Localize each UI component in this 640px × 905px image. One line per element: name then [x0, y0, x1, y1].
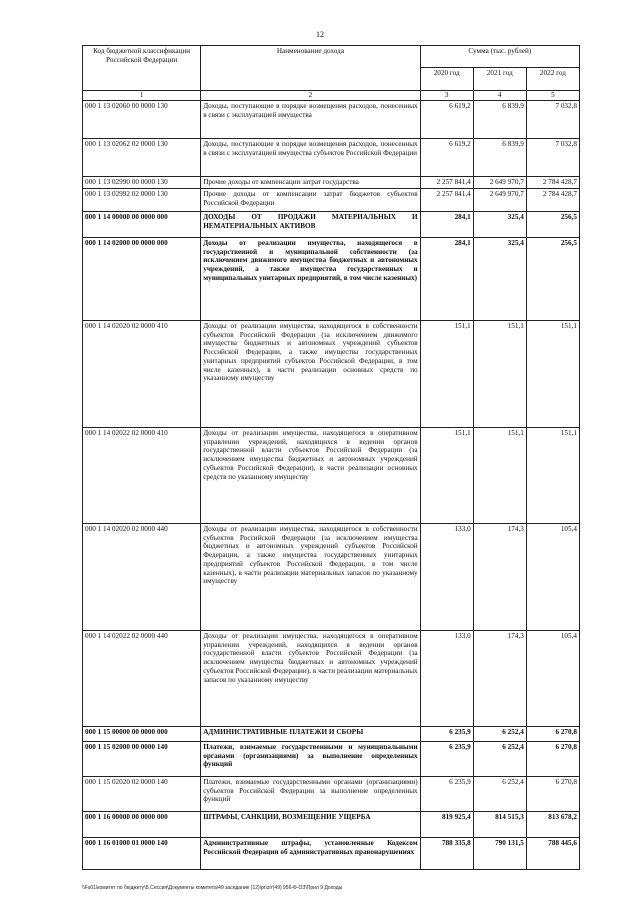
row-value-2020: 151,1	[420, 427, 473, 523]
header-year-2022: 2022 год	[526, 68, 579, 91]
header-sum: Сумма (тыс. рублей)	[420, 46, 579, 68]
row-value-2022: 2 784 428,7	[526, 176, 579, 188]
row-code: 000 1 15 02020 02 0000 140	[83, 776, 201, 811]
row-value-2021: 325,4	[473, 211, 526, 237]
row-value-2020: 151,1	[420, 320, 473, 427]
row-value-2021: 6 252,4	[473, 776, 526, 811]
table-row	[83, 741, 580, 776]
row-value-2021: 814 515,3	[473, 811, 526, 837]
footer-file-path: \\Fs01\комитет по бюджету\Б.Сессия\Документы комитета\49 заседание (12)\pr\zrr(49) 956-Ф-ОЗ\Прил 9 Доходы	[82, 885, 343, 891]
col-number-5: 5	[526, 91, 579, 101]
row-value-2021: 6 252,4	[473, 726, 526, 741]
row-value-2020: 284,1	[420, 237, 473, 320]
row-code: 000 1 14 00000 00 0000 000	[83, 211, 201, 237]
row-name: Доходы от реализации имущества, находящегося в государственной и муниципальной собственности (за исключением движимого имущества бюджетных и автономных учреждений, а также имущества государственных и муниципальных унитарных предприятий, в том числе казенных)	[201, 237, 420, 320]
row-value-2021: 151,1	[473, 320, 526, 427]
row-value-2020: 788 335,8	[420, 837, 473, 869]
row-value-2022: 7 032,8	[526, 100, 579, 138]
row-value-2021: 6 252,4	[473, 741, 526, 776]
row-value-2021: 6 839,9	[473, 138, 526, 176]
col-number-1: 1	[83, 91, 201, 101]
table-row	[83, 188, 580, 211]
row-code: 000 1 13 02990 00 0000 130	[83, 176, 201, 188]
row-value-2020: 6 619,2	[420, 138, 473, 176]
col-number-4: 4	[473, 91, 526, 101]
row-value-2020: 6 235,9	[420, 726, 473, 741]
row-code: 000 1 14 02020 02 0000 410	[83, 320, 201, 427]
row-value-2022: 256,5	[526, 237, 579, 320]
row-name: АДМИНИСТРАТИВНЫЕ ПЛАТЕЖИ И СБОРЫ	[201, 726, 420, 741]
row-code: 000 1 14 02022 02 0000 410	[83, 427, 201, 523]
revenue-table	[82, 45, 580, 870]
row-value-2022: 151,1	[526, 320, 579, 427]
row-name: Доходы от реализации имущества, находящегося в собственности субъектов Российской Федерации (за исключением имущества бюджетных и автономных учреждений субъектов Российской Федерации, а также имущества государственных унитарных предприятий субъектов Российской Федерации, в том числе казенных), в части реализации материальных запасов по указанному имуществу	[201, 523, 420, 630]
row-code: 000 1 15 02000 00 0000 140	[83, 741, 201, 776]
row-name: Доходы, поступающие в порядке возмещения расходов, понесенных в связи с эксплуатацией имущества	[201, 100, 420, 138]
row-name: ШТРАФЫ, САНКЦИИ, ВОЗМЕЩЕНИЕ УЩЕРБА	[201, 811, 420, 837]
row-name: Платежи, взимаемые государственными органами (организациями) субъектов Российской Федерации за выполнение определенных функций	[201, 776, 420, 811]
row-name: ДОХОДЫ ОТ ПРОДАЖИ МАТЕРИАЛЬНЫХ И НЕМАТЕРИАЛЬНЫХ АКТИВОВ	[201, 211, 420, 237]
table-row	[83, 237, 580, 320]
row-value-2020: 6 619,2	[420, 100, 473, 138]
row-value-2021: 6 839,9	[473, 100, 526, 138]
row-value-2021: 2 649 970,7	[473, 188, 526, 211]
row-code: 000 1 14 02020 02 0000 440	[83, 523, 201, 630]
row-value-2022: 813 678,2	[526, 811, 579, 837]
row-value-2022: 105,4	[526, 523, 579, 630]
table-row	[83, 427, 580, 523]
row-name: Доходы от реализации имущества, находящегося в собственности субъектов Российской Федерации (за исключением движимого имущества бюджетных и автономных учреждений субъектов Российской Федерации, а также имущества государственных унитарных предприятий субъектов Российской Федерации, в том числе казенных), в части реализации основных средств по указанному имуществу	[201, 320, 420, 427]
row-code: 000 1 13 02062 02 0000 130	[83, 138, 201, 176]
col-number-2: 2	[201, 91, 420, 101]
row-value-2022: 6 270,8	[526, 741, 579, 776]
row-value-2020: 6 235,9	[420, 741, 473, 776]
row-name: Платежи, взимаемые государственными и муниципальными органами (организациями) за выполнение определенных функций	[201, 741, 420, 776]
row-code: 000 1 13 02992 02 0000 130	[83, 188, 201, 211]
col-number-3: 3	[420, 91, 473, 101]
header-year-2020: 2020 год	[420, 68, 473, 91]
row-value-2022: 151,1	[526, 427, 579, 523]
row-value-2022: 788 445,6	[526, 837, 579, 869]
row-code: 000 1 14 02022 02 0000 440	[83, 630, 201, 726]
row-value-2022: 256,5	[526, 211, 579, 237]
row-value-2021: 325,4	[473, 237, 526, 320]
row-name: Прочие доходы от компенсации затрат бюджетов субъектов Российской Федерации	[201, 188, 420, 211]
table-row	[83, 726, 580, 741]
table-row	[83, 100, 580, 138]
row-code: 000 1 13 02060 00 0000 130	[83, 100, 201, 138]
row-value-2021: 174,3	[473, 523, 526, 630]
row-value-2022: 7 032,8	[526, 138, 579, 176]
table-row	[83, 138, 580, 176]
page-number: 12	[316, 30, 324, 39]
row-name: Административные штрафы, установленные Кодексом Российской Федерации об административных правонарушениях	[201, 837, 420, 869]
row-value-2021: 790 131,5	[473, 837, 526, 869]
row-value-2020: 2 257 841,4	[420, 176, 473, 188]
row-value-2020: 2 257 841,4	[420, 188, 473, 211]
row-value-2020: 284,1	[420, 211, 473, 237]
row-value-2022: 2 784 428,7	[526, 188, 579, 211]
row-code: 000 1 15 00000 00 0000 000	[83, 726, 201, 741]
table-row	[83, 211, 580, 237]
row-value-2020: 6 235,9	[420, 776, 473, 811]
table-row	[83, 320, 580, 427]
row-value-2022: 6 270,8	[526, 776, 579, 811]
row-name: Прочие доходы от компенсации затрат государства	[201, 176, 420, 188]
row-value-2021: 151,1	[473, 427, 526, 523]
table-row	[83, 811, 580, 837]
header-name: Наименование дохода	[201, 46, 420, 91]
header-year-2021: 2021 год	[473, 68, 526, 91]
row-code: 000 1 16 00000 00 0000 000	[83, 811, 201, 837]
row-value-2021: 174,3	[473, 630, 526, 726]
table-row	[83, 523, 580, 630]
row-value-2022: 6 270,8	[526, 726, 579, 741]
row-name: Доходы от реализации имущества, находящегося в оперативном управлении учреждений, находящихся в ведении органов государственной власти субъектов Российской Федерации (за исключением имущества бюджетных и автономных учреждений субъектов Российской Федерации), в части реализации материальных запасов по указанному имуществу	[201, 630, 420, 726]
row-value-2020: 133,0	[420, 630, 473, 726]
table-body	[83, 100, 580, 869]
table-row	[83, 776, 580, 811]
table-row	[83, 837, 580, 869]
row-name: Доходы, поступающие в порядке возмещения расходов, понесенных в связи с эксплуатацией имущества субъектов Российской Федерации	[201, 138, 420, 176]
table-row	[83, 630, 580, 726]
row-name: Доходы от реализации имущества, находящегося в оперативном управлении учреждений, находящихся в ведении органов государственной власти субъектов Российской Федерации (за исключением имущества бюджетных и автономных учреждений субъектов Российской Федерации), в части реализации основных средств по указанному имуществу	[201, 427, 420, 523]
row-value-2022: 105,4	[526, 630, 579, 726]
row-value-2021: 2 649 970,7	[473, 176, 526, 188]
table-row	[83, 176, 580, 188]
row-code: 000 1 16 01000 01 0000 140	[83, 837, 201, 869]
row-value-2020: 819 925,4	[420, 811, 473, 837]
header-code: Код бюджетной классификации Российской Федерации	[83, 46, 201, 91]
row-code: 000 1 14 02000 00 0000 000	[83, 237, 201, 320]
row-value-2020: 133,0	[420, 523, 473, 630]
